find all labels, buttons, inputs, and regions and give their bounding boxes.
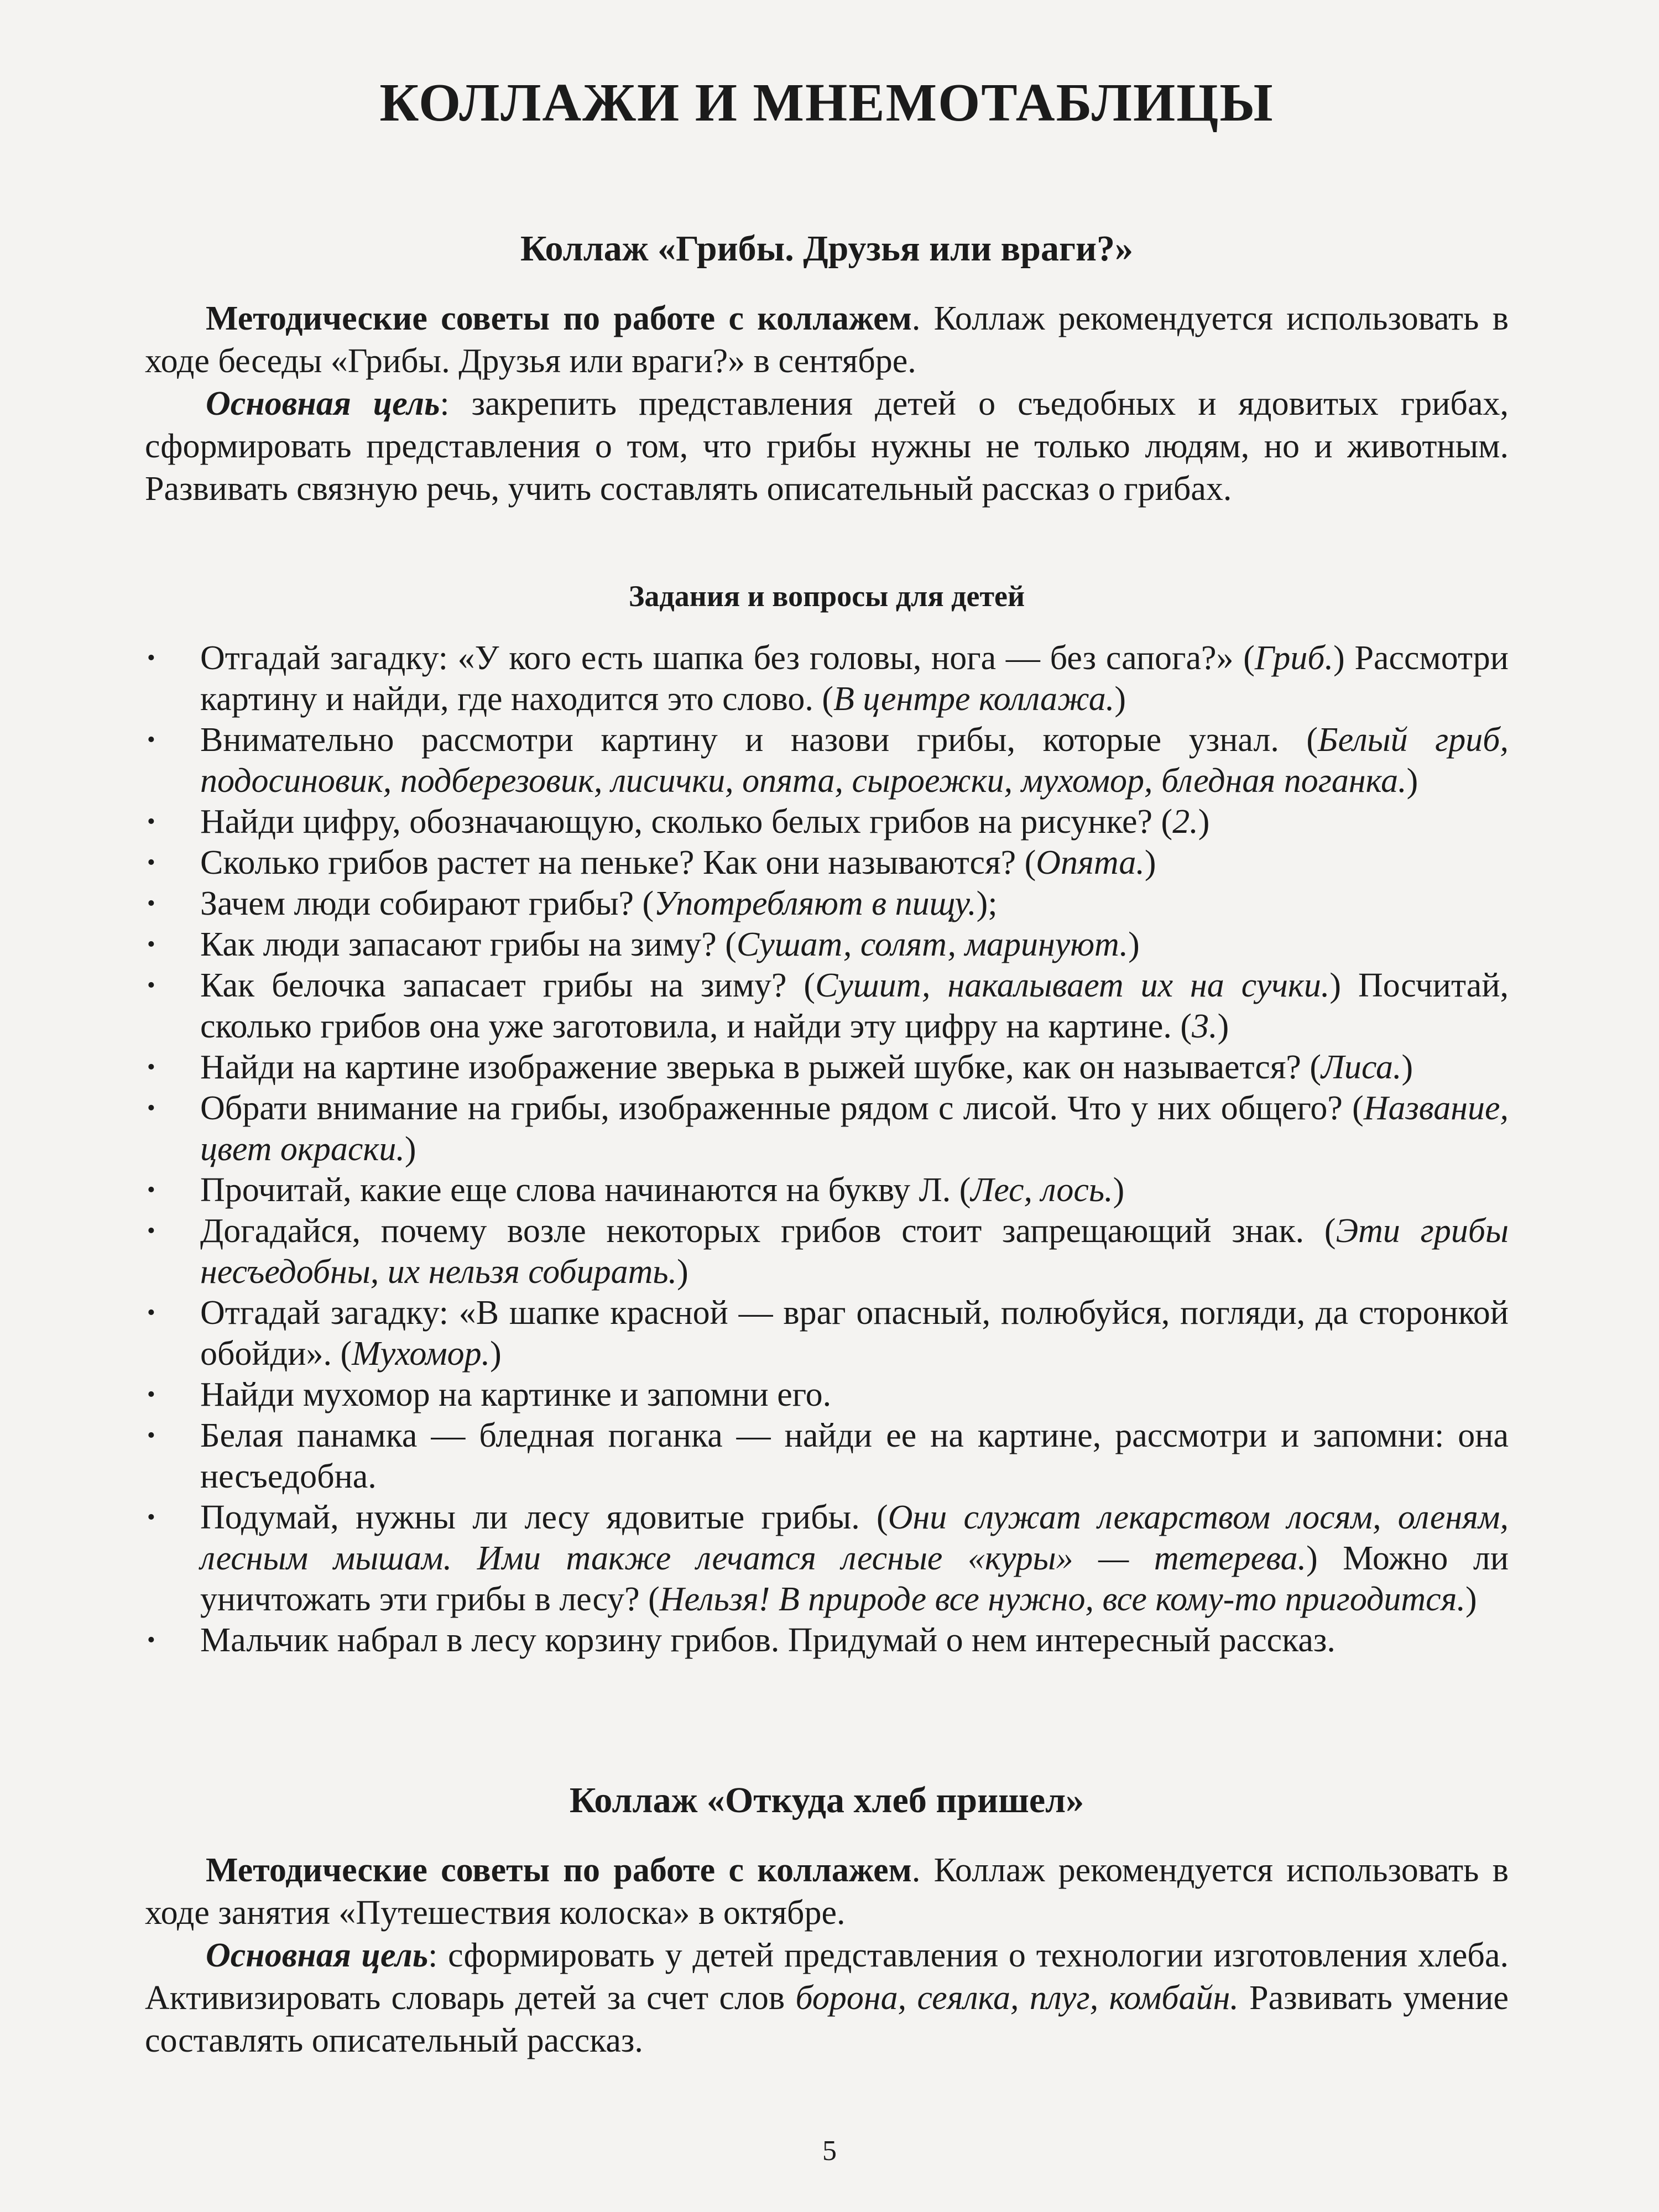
methodical-paragraph: [145, 298, 1509, 383]
bullet-icon: •: [147, 1177, 155, 1203]
methodical-text: . Коллаж рекомендуется использовать в ходе занятия «Путешествия колоска» в октябре.: [145, 1851, 1509, 1932]
task-item: [145, 883, 1509, 924]
task-answer: Гриб.: [1254, 639, 1334, 677]
task-question: Мальчик набрал в лесу корзину грибов. Придумай о нем интересный рассказ.: [200, 1621, 1335, 1659]
task-item: [145, 719, 1509, 801]
task-question: ) Можно ли уничтожать эти грибы в лесу? (: [200, 1540, 1509, 1618]
task-question: ): [1465, 1580, 1477, 1618]
task-answer: Мухомор.: [352, 1335, 491, 1373]
goal-paragraph: [145, 1934, 1509, 2062]
task-question: ): [490, 1335, 502, 1373]
goal-text: : сформировать у детей представления о технологии изготовления хлеба. Активизировать словарь детей за счет слов: [145, 1937, 1509, 2017]
task-question: Прочитай, какие еще слова начинаются на букву Л. (: [200, 1171, 971, 1209]
task-question: ): [1114, 680, 1126, 718]
page-number: 5: [822, 2135, 837, 2167]
task-answer: Нельзя! В природе все нужно, все кому-то пригодится.: [659, 1580, 1466, 1618]
task-answer: Опята.: [1036, 844, 1145, 881]
goal-text-end: Развивать умение составлять описательный рассказ.: [145, 1979, 1509, 2059]
methodical-lead: Методические советы по работе с коллажем: [206, 300, 912, 337]
bullet-icon: •: [147, 973, 155, 998]
task-item: [145, 1211, 1509, 1292]
task-question: Догадайся, почему возле некоторых грибов стоит запрещающий знак. (: [200, 1212, 1336, 1250]
task-item: [145, 638, 1509, 719]
bullet-icon: •: [147, 1505, 155, 1530]
task-item: [145, 965, 1509, 1047]
task-item: [145, 1047, 1509, 1088]
methodical-text: . Коллаж рекомендуется использовать в ходе беседы «Грибы. Друзья или враги?» в сентябре.: [145, 300, 1509, 380]
task-question: ): [1406, 762, 1418, 800]
task-answer: Белый гриб, подосиновик, подберезовик, лисички, опята, сыроежки, мухомор, бледная поганка.: [200, 721, 1509, 800]
task-item: [145, 1497, 1509, 1620]
task-question: ): [1144, 844, 1156, 881]
bullet-icon: •: [147, 1382, 155, 1407]
task-item: [145, 1292, 1509, 1374]
task-item: [145, 1170, 1509, 1211]
section-bread: [145, 1780, 1509, 2062]
task-answer: Они служат лекарством лосям, оленям, лесным мышам. Ими также лечатся лесные «куры» — тетерева.: [200, 1499, 1509, 1577]
task-item: [145, 1088, 1509, 1170]
task-question: Отгадай загадку: «У кого есть шапка без головы, нога — без сапога?» (: [200, 639, 1255, 677]
bullet-icon: •: [147, 809, 155, 834]
section-mushrooms: [145, 228, 1509, 1661]
task-question: ): [677, 1253, 688, 1291]
task-answer: Эти грибы несъедобны, их нельзя собирать.: [200, 1212, 1509, 1291]
task-question: Подумай, нужны ли лесу ядовитые грибы. (: [200, 1499, 888, 1536]
task-question: Как белочка запасает грибы на зиму? (: [200, 967, 816, 1004]
task-list: [145, 638, 1509, 1661]
task-question: ) Рассмотри картину и найди, где находится это слово. (: [200, 639, 1509, 718]
bullet-icon: •: [147, 645, 155, 671]
task-item: [145, 1415, 1509, 1497]
bullet-icon: •: [147, 850, 155, 875]
task-question: ) Посчитай, сколько грибов она уже заготовила, и найди эту цифру на картине. (: [200, 967, 1509, 1045]
bullet-icon: •: [147, 1627, 155, 1653]
task-answer: Лиса.: [1321, 1048, 1402, 1086]
task-answer: Лес, лось.: [971, 1171, 1113, 1209]
goal-paragraph: [145, 383, 1509, 510]
task-question: );: [976, 885, 998, 922]
bullet-icon: •: [147, 891, 155, 916]
methodical-lead: Методические советы по работе с коллажем: [206, 1851, 912, 1889]
task-item: [145, 924, 1509, 965]
goal-text: : закрепить представления детей о съедобных и ядовитых грибах, сформировать представления о том, что грибы нужны не только людям, но и животным. Развивать связную речь, учить составлять описательный рассказ о грибах.: [145, 385, 1509, 508]
bullet-icon: •: [147, 1055, 155, 1080]
task-answer: Название, цвет окраски.: [200, 1089, 1509, 1168]
task-answer: Сушит, накалывает их на сучки.: [815, 967, 1330, 1004]
goal-lead: Основная цель: [206, 385, 440, 422]
task-item: [145, 1374, 1509, 1415]
task-question: Найди мухомор на картинке и запомни его.: [200, 1376, 832, 1413]
task-answer: Сушат, солят, маринуют.: [736, 926, 1129, 963]
task-question: Найди цифру, обозначающую, сколько белых грибов на рисунке? (: [200, 803, 1173, 841]
task-question: ): [1113, 1171, 1125, 1209]
task-question: ): [1128, 926, 1140, 963]
task-answer: 2.: [1172, 803, 1198, 841]
task-question: Внимательно рассмотри картину и назови грибы, которые узнал. (: [200, 721, 1318, 759]
goal-vocabulary-words: борона, сеялка, плуг, комбайн.: [795, 1979, 1239, 2017]
bullet-icon: •: [147, 1423, 155, 1448]
methodical-paragraph: [145, 1849, 1509, 1934]
task-question: Обрати внимание на грибы, изображенные рядом с лисой. Что у них общего? (: [200, 1089, 1364, 1127]
task-question: Найди на картине изображение зверька в рыжей шубке, как он называется? (: [200, 1048, 1322, 1086]
task-item: [145, 842, 1509, 883]
task-question: Белая панамка — бледная поганка — найди ее на картине, рассмотри и запомни: она несъедобна.: [200, 1417, 1509, 1495]
task-item: [145, 1620, 1509, 1661]
section-heading: Коллаж «Грибы. Друзья или враги?»: [520, 228, 1133, 269]
task-question: ): [1198, 803, 1210, 841]
task-question: Отгадай загадку: «В шапке красной — враг опасный, полюбуйся, погляди, да сторонкой обойди». (: [200, 1294, 1509, 1373]
task-question: Зачем люди собирают грибы? (: [200, 885, 654, 922]
bullet-icon: •: [147, 932, 155, 957]
task-question: ): [404, 1130, 416, 1168]
bullet-icon: •: [147, 1300, 155, 1326]
section-heading: Коллаж «Откуда хлеб пришел»: [569, 1780, 1084, 1820]
tasks-heading: Задания и вопросы для детей: [628, 580, 1025, 613]
task-answer: Употребляют в пищу.: [654, 885, 977, 922]
bullet-icon: •: [147, 727, 155, 753]
goal-lead: Основная цель: [206, 1937, 429, 1974]
bullet-icon: •: [147, 1218, 155, 1244]
task-answer: 3.: [1192, 1008, 1218, 1045]
task-question: Как люди запасают грибы на зиму? (: [200, 926, 737, 963]
bullet-icon: •: [147, 1095, 155, 1121]
task-item: [145, 801, 1509, 842]
task-question: ): [1217, 1008, 1229, 1045]
task-answer: В центре коллажа.: [833, 680, 1115, 718]
page-title: КОЛЛАЖИ И МНЕМОТАБЛИЦЫ: [379, 73, 1274, 133]
task-question: ): [1401, 1048, 1413, 1086]
task-question: Сколько грибов растет на пеньке? Как они называются? (: [200, 844, 1036, 881]
